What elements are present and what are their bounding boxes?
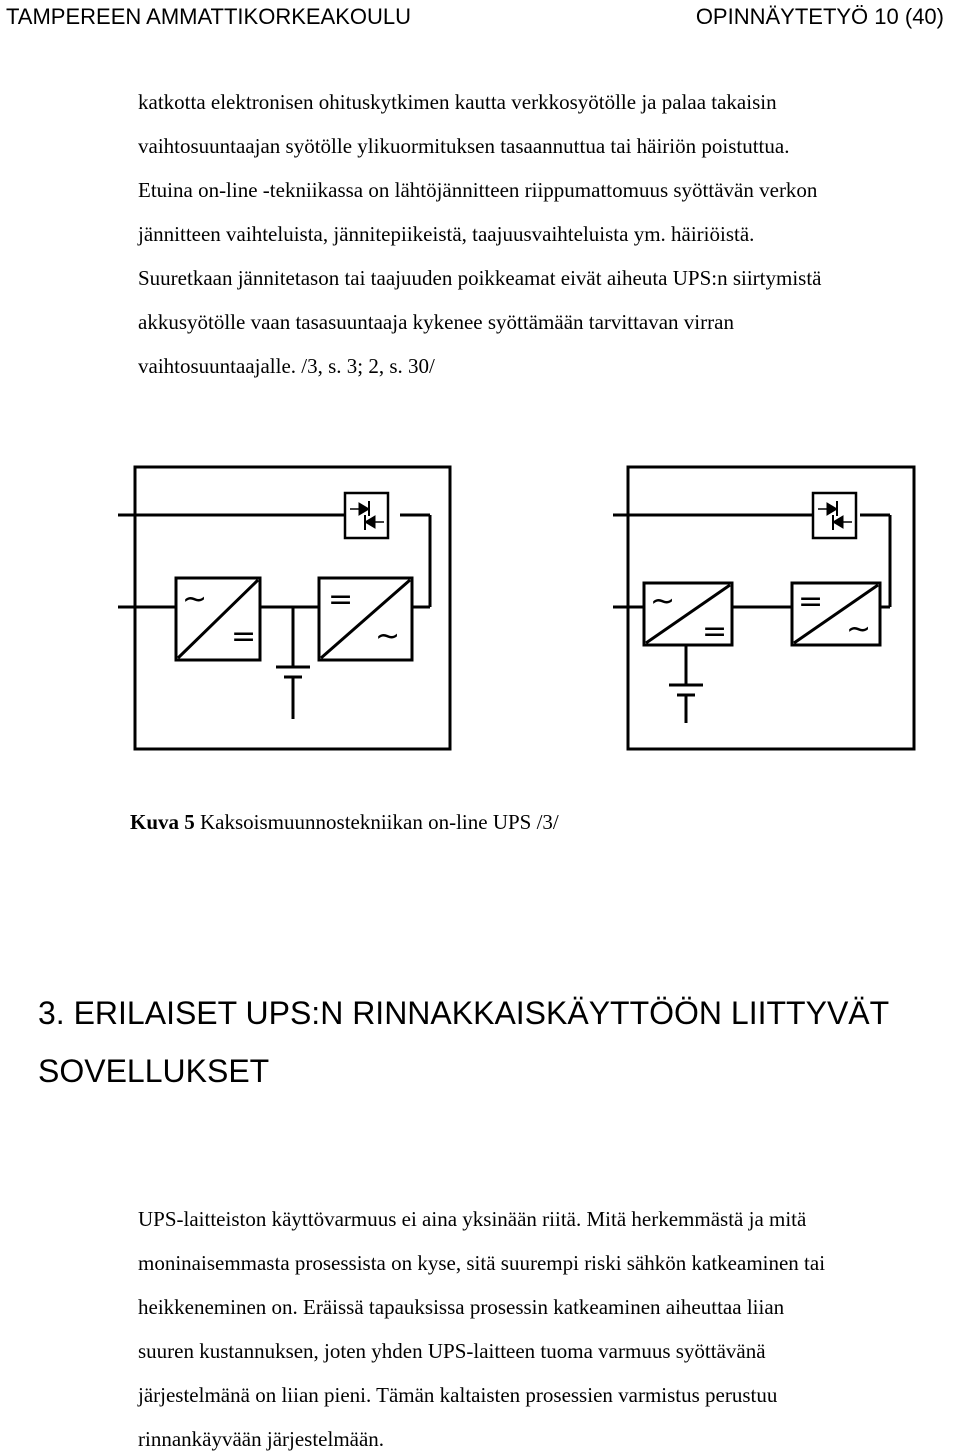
header-school-name: TAMPEREEN AMMATTIKORKEAKOULU	[6, 4, 412, 29]
bypass-switch-icon	[813, 493, 856, 538]
text-line: vaihtosuuntaajan syötölle ylikuormituksen tasaannuttua tai häiriön poistuttua.	[138, 134, 790, 158]
svg-text:~: ~	[650, 584, 676, 619]
text-line: jännitteen vaihteluista, jännitepiikeistä, taajuusvaihteluista ym. häiriöistä.	[138, 222, 755, 246]
text-line: suuren kustannuksen, joten yhden UPS-laitteen tuoma varmuus syöttävänä	[138, 1339, 766, 1363]
svg-text:=: =	[231, 619, 257, 654]
battery-icon	[669, 685, 703, 723]
ups-diagram	[0, 455, 960, 755]
bypass-switch-icon	[345, 493, 388, 538]
text-line: Suuretkaan jännitetason tai taajuuden poikkeamat eivät aiheuta UPS:n siirtymistä	[138, 266, 822, 290]
ups-unit-right	[613, 467, 914, 749]
text-line: UPS-laitteiston käyttövarmuus ei aina yksinään riitä. Mitä herkemmästä ja mitä	[138, 1207, 807, 1231]
header-page-info: OPINNÄYTETYÖ 10 (40)	[695, 4, 944, 29]
figure-caption-text: Kaksoismuunnostekniikan on-line UPS /3/	[194, 810, 559, 834]
section-heading-line-2: SOVELLUKSET	[38, 1053, 270, 1089]
ups-unit-left	[118, 467, 450, 749]
text-line: akkusyötölle vaan tasasuuntaaja kykenee syöttämään tarvittavan virran	[138, 310, 734, 334]
figure-label: Kuva 5	[130, 810, 195, 834]
svg-text:=: =	[702, 614, 728, 649]
text-line: moninaisemmasta prosessista on kyse, sitä suurempi riski sähkön katkeaminen tai	[138, 1251, 826, 1275]
svg-text:=: =	[328, 582, 354, 617]
rectifier-icon	[176, 578, 260, 660]
inverter-icon	[792, 583, 880, 647]
inverter-icon	[319, 578, 412, 660]
rectifier-icon	[644, 583, 732, 649]
text-line: katkotta elektronisen ohituskytkimen kautta verkkosyötölle ja palaa takaisin	[138, 90, 777, 114]
section-heading-line-1: 3. ERILAISET UPS:N RINNAKKAISKÄYTTÖÖN LIITTYVÄT	[38, 995, 890, 1031]
svg-text:~: ~	[375, 619, 401, 654]
text-line: rinnankäyvään järjestelmään.	[138, 1427, 385, 1451]
text-line: järjestelmänä on liian pieni. Tämän kaltaisten prosessien varmistus perustuu	[138, 1383, 778, 1407]
text-line: vaihtosuuntaajalle. /3, s. 3; 2, s. 30/	[138, 354, 435, 378]
battery-icon	[276, 667, 310, 719]
text-line: Etuina on-line -tekniikassa on lähtöjännitteen riippumattomuus syöttävän verkon	[138, 178, 818, 202]
figure-caption	[130, 810, 559, 835]
svg-text:=: =	[798, 584, 824, 619]
svg-text:~: ~	[846, 612, 872, 647]
svg-text:~: ~	[182, 582, 208, 617]
text-line: heikkeneminen on. Eräissä tapauksissa prosessin katkeaminen aiheuttaa liian	[138, 1295, 785, 1319]
